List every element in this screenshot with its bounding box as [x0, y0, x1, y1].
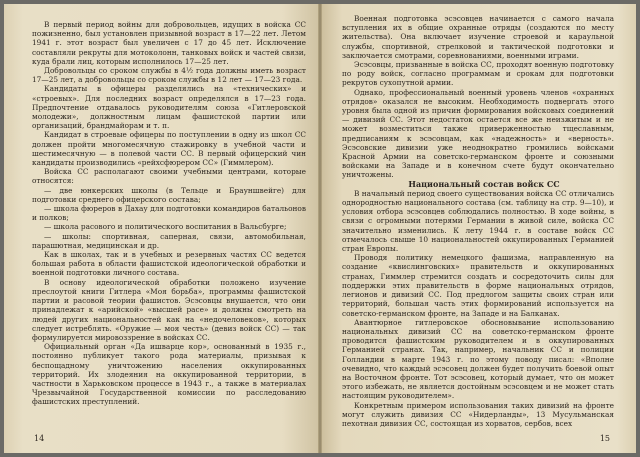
- paragraph: Официальный орган «Да ишварце кор», основанный в 1935 г., постоянно публикует такого рода материалы, призывая к беспощадному уничтожению населения оккупированных территорий. Их злодеяния на оккупированной территории, в частности в Харьковском процессе в 1943 г., а также в материалах Чрезвычайной Государственной комиссии по расследованию фашистских преступлений.: [32, 342, 306, 407]
- paragraph: Авантюрное гитлеровское обосновывание использованию национальных дивизий СС на советско-германском фронте проводится фашистским руководителем и в оккупированных Германией странах. Так, например, начальник СС и полиции Голландии в марте 1943 г. по этому поводу писал: «Вполне очевидно, что каждый эсэсовец должен будет получить боевой опыт на Восточном фронте. Тот эсэсовец, который думает, что он может этого избежать, не является достойным эсэсовцем и не может стать настоящим руководителем».: [342, 317, 614, 401]
- paragraph: Войска СС располагают своими учебными центрами, которые относятся:: [32, 167, 306, 186]
- list-item: — школа расового и политического воспитания в Вальсбурге;: [44, 222, 287, 232]
- paragraph: Проводя политику немецкого фашизма, направленную на создание «квислинговских» правительств и оккупированных странах, Гиммлер стремится создать и сосредоточить силы для поддержки этих правительств в форме национальных отрядов, легионов и дивизий СС. Под предлогом защиты своих стран или территорий, большая часть этих формирований используется на советско-германском фронте, на Западе и на Балканах.: [342, 253, 614, 318]
- section-heading: Национальный состав войск СС: [408, 178, 560, 189]
- paragraph: Военная подготовка эсэсовцев начинается с самого начала вступления их в общие охранные отряды (создаются по месту жительства). Она включает изучение строевой и караульной службы, спортивной, стрелковой и тактической подготовки и заключается смотрами, соревнованиями, военными играми.: [342, 14, 614, 60]
- right-page-text: [342, 14, 614, 428]
- left-page: [4, 4, 320, 453]
- book-spread: [4, 4, 636, 453]
- list-item: — две юнкерских школы (в Тельце и Брауншвейге) для подготовки среднего офицерского состава;: [32, 185, 306, 204]
- left-page-text: [32, 20, 306, 407]
- list-item: — школа фюреров в Дахау для подготовки командиров батальонов и полков;: [32, 204, 306, 223]
- paragraph: Однако, профессиональный военный уровень членов «охранных отрядов» оказался не высоким. Необходимость подвергать этого уровня была одной из причин формирования войсковых соединений — дивизий СС. Этот недостаток остается все же неизжитым и не может возместиться также приверженностью тщеславным, предписаниям к эсэсовцам, как «надежность» и «верность». Эсэсовские дивизии уже неоднократно громились войсками Красной Армии на советско-германском фронте и союзными войсками на Западе и в конечном счете будут окончательно уничтожены.: [342, 87, 614, 180]
- list-item: — школы: спортивная, саперная, связи, автомобильная, парашютная, медицинская и др.: [32, 231, 306, 250]
- paragraph: Конкретным примером использования таких дивизий на фронте могут служить дивизия СС «Нидерланды», 13 Мусульманская пехотная дивизия СС, состоящая из хорватов, сербов, всех: [342, 400, 614, 428]
- paragraph: В основу идеологической обработки положено изучение преслоутой книги Гитлера «Моя борьба», программы фашистской партии и расовой теории фашистов. Эсэсовцы внушается, что они принадлежат к «арийской» «высшей расе» и должны смотреть на людей других национальностей как на «недочеловеков», которых следует истреблять. «Оружие — моя честь» (девиз войск СС) — так формулируется мировоззрение в войсках СС.: [32, 277, 306, 342]
- book-gutter: [318, 4, 322, 453]
- paragraph: Добровольцы со сроком службы в 4½ года должны иметь возраст 17—25 лет, а добровольцы со сроком службы в 12 лет — 17—23 года.: [32, 66, 306, 85]
- page-number: 14: [34, 434, 45, 443]
- right-page: [320, 4, 636, 453]
- paragraph: В первый период войны для добровольцев, идущих в войска СС пожизненно, был установлен призывной возраст в 17—22 лет. Летом 1941 г. этот возраст был увеличен с 17 до 45 лет. Исключение составляли рекруты для мотоколонн, танковых войск и частей связи, куда брали лиц, которым исполнилось 17—25 лет.: [32, 20, 306, 66]
- paragraph: В начальный период своего существования войска СС отличались однородностью национального состава (см. таблицу на стр. 9—10), и условия отбора эсэсовцев соблюдались полностью. В ходе войны, в связи с огромными потерями Германии в живой силе, войска СС значительно изменились. К лету 1944 г. в составе войск СС отмечалось свыше 10 национальностей оккупированных Германией стран Европы.: [342, 188, 614, 254]
- paragraph: Кандидат в строевые офицеры по поступлении в одну из школ СС должен пройти многомесячную стажировку в учебной части и шестимесячную — в полевой части СС. В первый офицерский чин кандидаты производились «рейхсфюрером СС» (Гиммлером).: [32, 130, 306, 168]
- paragraph: Как в школах, так и в учебных и резервных частях СС ведется большая работа в области фашистской идеологической обработки и военной подготовки личного состава.: [32, 250, 306, 278]
- paragraph: Кандидаты в офицеры разделялись на «технических» и «строевых». Для последних возраст определялся в 17—23 года. Предпочтение отдавалось руководителям союза «Гитлеровской молодежи», должностным лицам фашистской партии или организаций, брандмайорам и т. п.: [32, 84, 306, 131]
- paragraph: Эсэсовцы, призванные в войска СС, проходят военную подготовку по роду войск, согласно программам и срокам для подготовки рекрутов сухопутной армии.: [342, 60, 614, 88]
- page-number: 15: [599, 434, 610, 443]
